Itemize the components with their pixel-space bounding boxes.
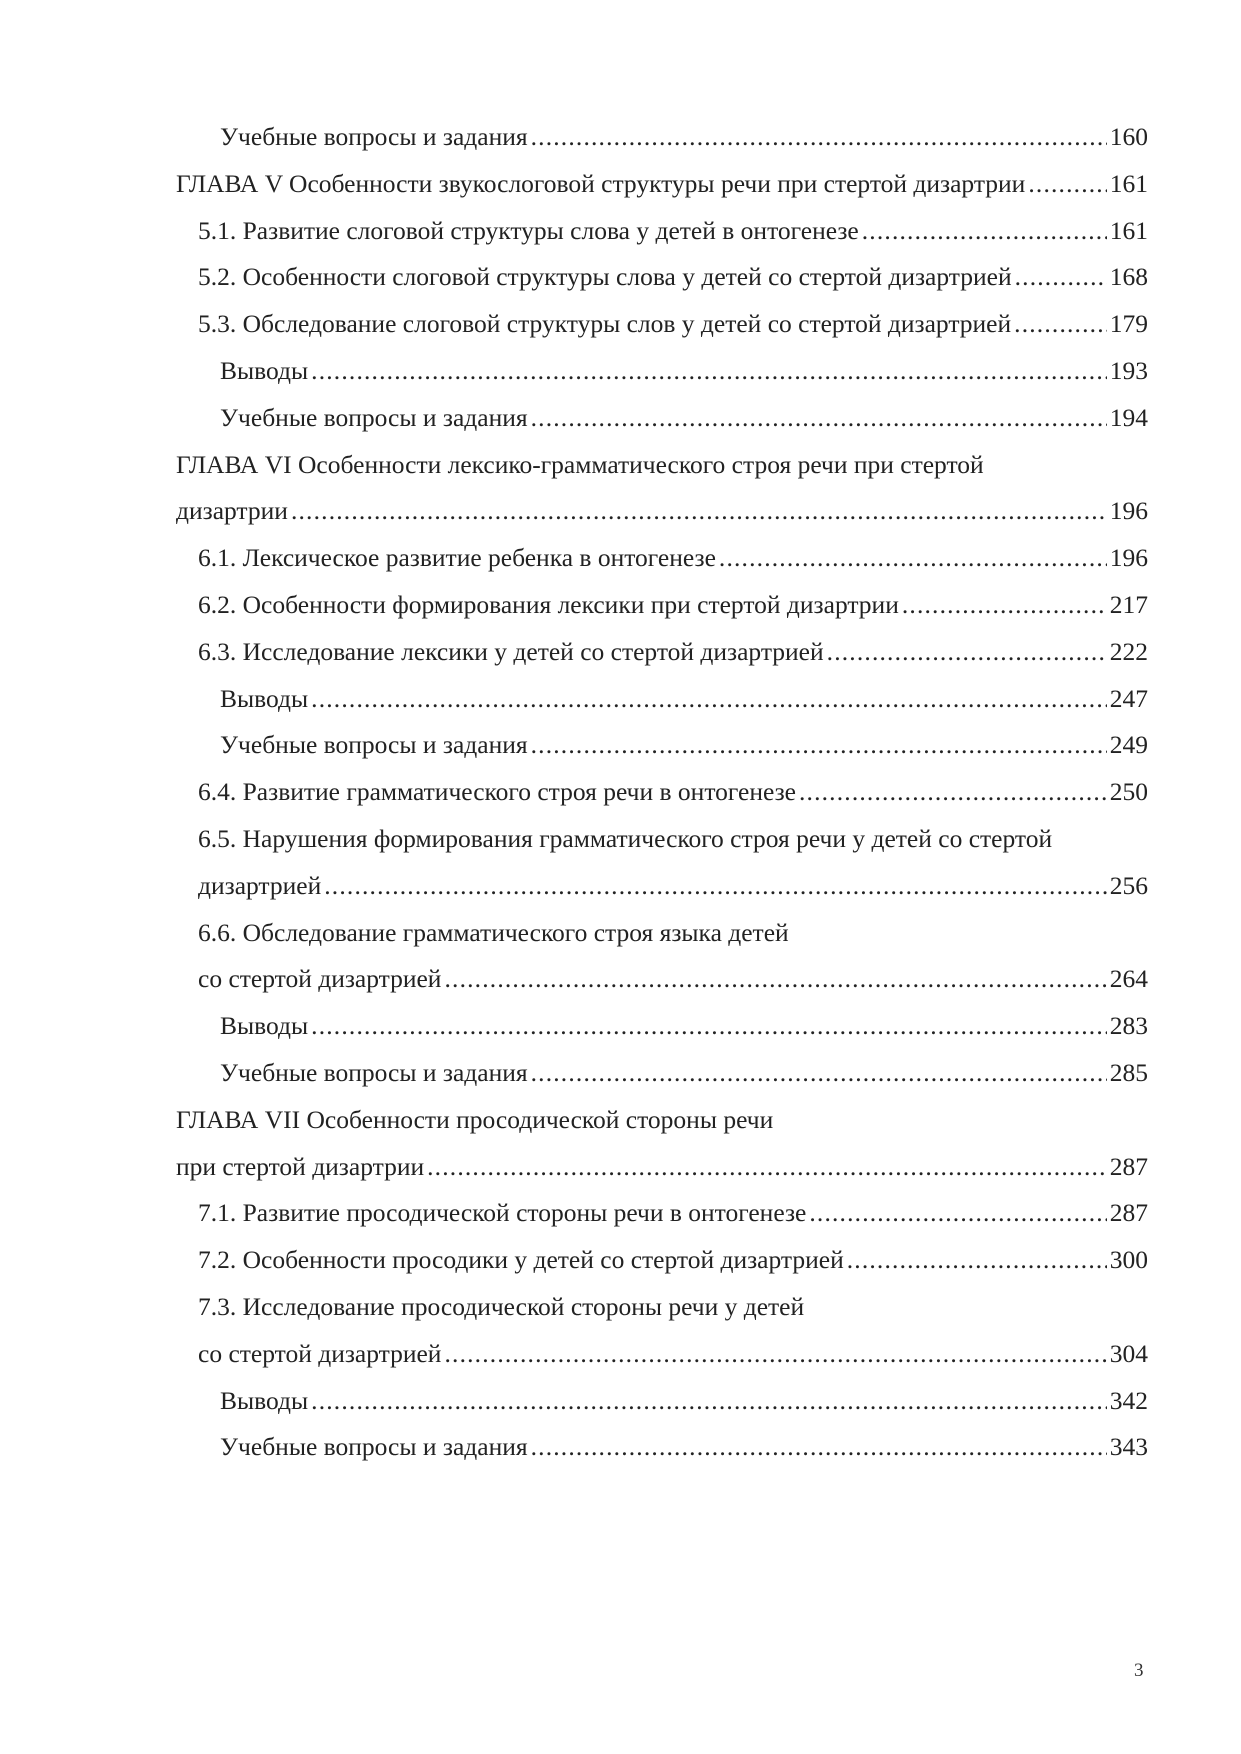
toc-entry-title: 5.3. Обследование слоговой структуры слов у детей со стертой дизартрией — [198, 309, 1012, 339]
toc-entry-title: Выводы — [220, 1011, 309, 1041]
toc-entry-title: со стертой дизартрией — [198, 964, 442, 994]
toc-entry[interactable] — [176, 535, 1148, 582]
dot-leader — [1015, 254, 1107, 301]
toc-entry[interactable] — [176, 582, 1148, 629]
toc-entry-page-number: 283 — [1109, 1011, 1148, 1041]
toc-entry[interactable] — [176, 301, 1148, 348]
toc-entry-title: 7.2. Особенности просодики у детей со стертой дизартрией — [198, 1245, 844, 1275]
toc-entry-page-number: 168 — [1109, 262, 1148, 292]
toc-entry[interactable] — [176, 488, 1148, 535]
toc-entry-page-number: 285 — [1109, 1057, 1148, 1087]
dot-leader — [291, 488, 1107, 535]
toc-entry-title: 5.1. Развитие слоговой структуры слова у детей в онтогенезе — [198, 215, 859, 245]
toc-entry-title: дизартрией — [198, 870, 322, 900]
toc-entry[interactable] — [176, 1144, 1148, 1191]
dot-leader — [444, 1331, 1106, 1378]
dot-leader — [531, 395, 1107, 442]
toc-entry[interactable] — [176, 1331, 1148, 1378]
toc-entry[interactable] — [176, 1190, 1148, 1237]
toc-entry-page-number: 287 — [1109, 1151, 1148, 1181]
toc-entry-page-number: 343 — [1109, 1432, 1148, 1462]
toc-entry[interactable] — [176, 1237, 1148, 1284]
toc-entry[interactable] — [176, 722, 1148, 769]
toc-entry-title: со стертой дизартрией — [198, 1338, 442, 1368]
toc-entry-page-number: 256 — [1109, 870, 1148, 900]
dot-leader — [1028, 161, 1106, 208]
toc-entry[interactable] — [176, 1424, 1148, 1471]
dot-leader — [827, 629, 1107, 676]
dot-leader — [1014, 301, 1107, 348]
toc-entry-page-number: 300 — [1109, 1245, 1148, 1275]
toc-entry[interactable] — [176, 863, 1148, 910]
dot-leader — [311, 1378, 1107, 1425]
dot-leader — [427, 1144, 1107, 1191]
toc-entry-title-line: 6.5. Нарушения формирования грамматического строя речи у детей со стертой — [198, 823, 1053, 853]
toc-entry-title: Выводы — [220, 1385, 309, 1415]
dot-leader — [847, 1237, 1107, 1284]
toc-entry-title: Учебные вопросы и задания — [220, 730, 528, 760]
toc-entry-page-number: 247 — [1109, 683, 1148, 713]
toc-entry-title: 5.2. Особенности слоговой структуры слова у детей со стертой дизартрией — [198, 262, 1012, 292]
toc-entry-page-number: 222 — [1109, 636, 1148, 666]
toc-entry-title: Выводы — [220, 355, 309, 385]
toc-entry[interactable] — [176, 395, 1148, 442]
toc-entry[interactable] — [176, 1378, 1148, 1425]
toc-entry[interactable] — [176, 1050, 1148, 1097]
toc-entry-title-line: ГЛАВА VI Особенности лексико-грамматического строя речи при стертой — [176, 449, 984, 479]
toc-entry[interactable] — [176, 769, 1148, 816]
dot-leader — [444, 956, 1106, 1003]
toc-entry-page-number: 196 — [1109, 496, 1148, 526]
toc-entry-page-number: 342 — [1109, 1385, 1148, 1415]
toc-entry-title: Выводы — [220, 683, 309, 713]
toc-entry-title: Учебные вопросы и задания — [220, 402, 528, 432]
toc-entry-page-number: 250 — [1109, 777, 1148, 807]
dot-leader — [531, 1050, 1107, 1097]
toc-entry-title: 6.2. Особенности формирования лексики при стертой дизартрии — [198, 589, 899, 619]
dot-leader — [531, 1424, 1107, 1471]
toc-entry[interactable] — [176, 254, 1148, 301]
toc-entry[interactable] — [176, 629, 1148, 676]
dot-leader — [531, 114, 1107, 161]
toc-entry[interactable] — [176, 1003, 1148, 1050]
toc-entry[interactable] — [176, 208, 1148, 255]
toc-entry-title-line: 7.3. Исследование просодической стороны речи у детей — [198, 1291, 805, 1321]
toc-entry-page-number: 193 — [1109, 355, 1148, 385]
toc-entry-page-number: 194 — [1109, 402, 1148, 432]
toc-entry-title: 6.3. Исследование лексики у детей со стертой дизартрией — [198, 636, 824, 666]
toc-entry-title-line: 6.6. Обследование грамматического строя языка детей — [198, 917, 789, 947]
dot-leader — [809, 1190, 1106, 1237]
toc-entry-page-number: 304 — [1109, 1338, 1148, 1368]
toc-entry-title-line: ГЛАВА VII Особенности просодической стороны речи — [176, 1104, 774, 1134]
dot-leader — [324, 863, 1107, 910]
dot-leader — [799, 769, 1107, 816]
toc-entry-page-number: 249 — [1109, 730, 1148, 760]
dot-leader — [311, 676, 1107, 723]
toc-entry-title: Учебные вопросы и задания — [220, 122, 528, 151]
toc-entry-title: ГЛАВА V Особенности звукослоговой структуры речи при стертой дизартрии — [176, 168, 1026, 198]
toc-entry-page-number: 161 — [1109, 168, 1148, 198]
dot-leader — [311, 1003, 1107, 1050]
dot-leader — [719, 535, 1107, 582]
toc-entry[interactable] — [176, 956, 1148, 1003]
dot-leader — [902, 582, 1107, 629]
toc-entry-title: 7.1. Развитие просодической стороны речи в онтогенезе — [198, 1198, 807, 1228]
table-of-contents — [176, 114, 1148, 1471]
toc-entry-title: при стертой дизартрии — [176, 1151, 425, 1181]
toc-entry-title: 6.1. Лексическое развитие ребенка в онтогенезе — [198, 543, 716, 573]
toc-entry-title: Учебные вопросы и задания — [220, 1057, 528, 1087]
toc-entry-page-number: 179 — [1109, 309, 1148, 339]
dot-leader — [311, 348, 1107, 395]
toc-entry-page-number: 264 — [1109, 964, 1148, 994]
toc-entry-page-number: 196 — [1109, 543, 1148, 573]
toc-entry-page-number: 217 — [1109, 589, 1148, 619]
toc-entry-title: 6.4. Развитие грамматического строя речи в онтогенезе — [198, 777, 796, 807]
toc-entry[interactable] — [176, 114, 1148, 161]
dot-leader — [862, 208, 1107, 255]
toc-entry[interactable] — [176, 676, 1148, 723]
dot-leader — [531, 722, 1107, 769]
toc-entry-page-number: 287 — [1109, 1198, 1148, 1228]
toc-entry-title: Учебные вопросы и задания — [220, 1432, 528, 1462]
toc-entry-page-number: 160 — [1109, 122, 1148, 151]
toc-entry-page-number: 161 — [1109, 215, 1148, 245]
toc-entry-title: дизартрии — [176, 496, 288, 526]
toc-entry[interactable] — [176, 161, 1148, 208]
toc-entry[interactable] — [176, 348, 1148, 395]
page-number: 3 — [1134, 1660, 1144, 1681]
